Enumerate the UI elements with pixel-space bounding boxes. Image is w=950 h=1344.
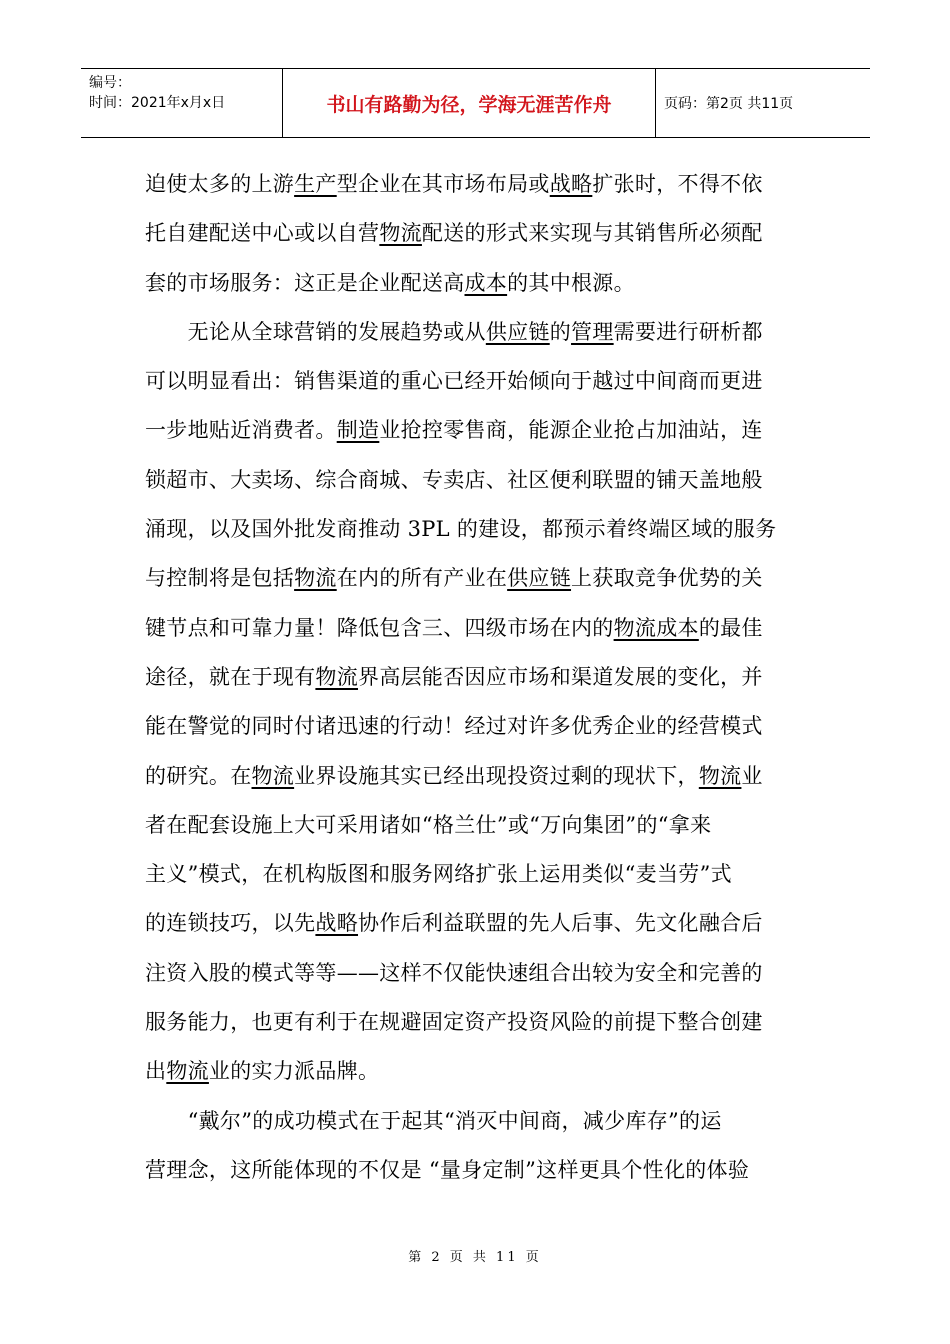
underlined-term: 生产 <box>294 172 337 196</box>
text-segment: 营理念，这所能体现的不仅是 “量身定制”这样更具个性化的体验 <box>145 1157 750 1182</box>
text-segment: 途径，就在于现有 <box>145 664 316 689</box>
underlined-term: 供应链 <box>485 319 550 344</box>
text-segment: 业 <box>741 763 763 788</box>
header-page-info: 页码：第2页 共11页 <box>664 96 794 112</box>
text-segment: 托自建配送中心或以自营 <box>145 221 380 246</box>
text-segment: 注资入股的模式等等——这样不仅能快速组合出较为安全和完善的 <box>145 960 763 985</box>
text-line <box>145 308 805 357</box>
text-segment: 的最佳 <box>698 615 763 640</box>
text-line <box>145 1146 805 1195</box>
text-line <box>145 456 805 505</box>
text-segment: 键节点和可靠力量！降低包含三、四级市场在内的 <box>145 615 614 640</box>
header-meta <box>81 69 283 137</box>
text-segment: 业抢控零售商，能源企业抢占加油站，连 <box>379 418 763 443</box>
text-segment: 上获取竞争优势的关 <box>571 566 763 591</box>
text-segment: 能在警觉的同时付诸迅速的行动！经过对许多优秀企业的经营模式 <box>145 714 763 739</box>
text-line <box>145 653 805 702</box>
text-segment: 业的实力派品牌。 <box>208 1059 380 1084</box>
text-segment: 锁超市、大卖场、综合商城、专卖店、社区便利联盟的铺天盖地般 <box>145 467 763 492</box>
text-line <box>145 1097 805 1146</box>
underlined-term: 成本 <box>464 270 508 295</box>
text-segment: 扩张时，不得不依 <box>592 172 763 196</box>
text-segment: 的连锁技巧，以先 <box>145 911 316 936</box>
text-line <box>145 702 805 751</box>
text-segment: 迫使太多的上游 <box>145 172 295 196</box>
text-segment: 协作后利益联盟的先人后事、先文化融合后 <box>358 911 763 936</box>
page-footer: 第 2 页 共 11 页 <box>408 1250 542 1265</box>
text-segment: 主义”模式，在机构版图和服务网络扩张上运用类似“麦当劳”式 <box>145 862 732 887</box>
text-line <box>145 899 805 948</box>
text-line <box>145 801 805 850</box>
text-segment: 套的市场服务：这正是企业配送高 <box>145 270 465 295</box>
text-line <box>145 406 805 455</box>
text-line <box>145 1047 805 1096</box>
text-segment: 界高层能否因应市场和渠道发展的变化，并 <box>358 664 763 689</box>
underlined-term: 战略 <box>315 911 359 936</box>
page-header <box>81 68 870 138</box>
text-line <box>145 357 805 406</box>
text-segment: 型企业在其市场布局或 <box>336 172 550 196</box>
text-line <box>145 998 805 1047</box>
text-segment: 可以明显看出：销售渠道的重心已经开始倾向于越过中间商而更进 <box>145 369 763 394</box>
text-line <box>145 604 805 653</box>
text-line <box>145 949 805 998</box>
text-line <box>145 554 805 603</box>
text-segment: 需要进行研析都 <box>613 319 763 344</box>
document-number-label: 编号： <box>89 75 131 91</box>
underlined-term: 物流 <box>251 763 295 788</box>
underlined-term: 物流 <box>698 763 742 788</box>
text-segment: 的研究。在 <box>145 763 252 788</box>
underlined-term: 战略 <box>549 172 593 196</box>
underlined-term: 物流成本 <box>613 615 699 640</box>
underlined-term: 制造 <box>336 418 380 443</box>
text-segment: 业界设施其实已经出现投资过剩的现状下， <box>294 763 699 788</box>
header-motto: 书山有路勤为径，学海无涯苦作舟 <box>283 69 656 137</box>
text-segment: 服务能力，也更有利于在规避固定资产投资风险的前提下整合创建 <box>145 1010 763 1035</box>
document-body <box>145 160 805 1195</box>
underlined-term: 物流 <box>315 664 359 689</box>
underlined-term: 物流 <box>294 566 337 591</box>
text-segment: 与控制将是包括 <box>145 566 295 591</box>
text-segment: 的其中根源。 <box>507 270 635 295</box>
text-line <box>145 505 805 554</box>
text-segment: 无论从全球营销的发展趋势或从 <box>145 319 486 344</box>
text-segment: 的 <box>549 319 572 344</box>
text-line <box>145 209 805 258</box>
underlined-term: 管理 <box>571 319 614 344</box>
text-segment: 出 <box>145 1059 167 1084</box>
text-line <box>145 850 805 899</box>
underlined-term: 物流 <box>166 1059 209 1084</box>
text-segment: 涌现，以及国外批发商推动 3PL 的建设，都预示着终端区域的服务 <box>145 517 777 542</box>
text-segment: 配送的形式来实现与其销售所必须配 <box>421 221 763 246</box>
text-segment: “戴尔”的成功模式在于起其“消灭中间商，减少库存”的运 <box>145 1108 722 1133</box>
underlined-term: 物流 <box>379 221 422 246</box>
text-segment: 在内的所有产业在 <box>336 566 508 591</box>
text-segment: 者在配套设施上大可采用诸如“格兰仕”或“万向集团”的“拿来 <box>145 812 712 837</box>
text-segment: 一步地贴近消费者。 <box>145 418 337 443</box>
underlined-term: 供应链 <box>507 566 572 591</box>
document-date: 时间：2021年x月x日 <box>89 95 226 111</box>
text-line <box>145 752 805 801</box>
text-line <box>145 160 805 209</box>
text-line <box>145 259 805 308</box>
